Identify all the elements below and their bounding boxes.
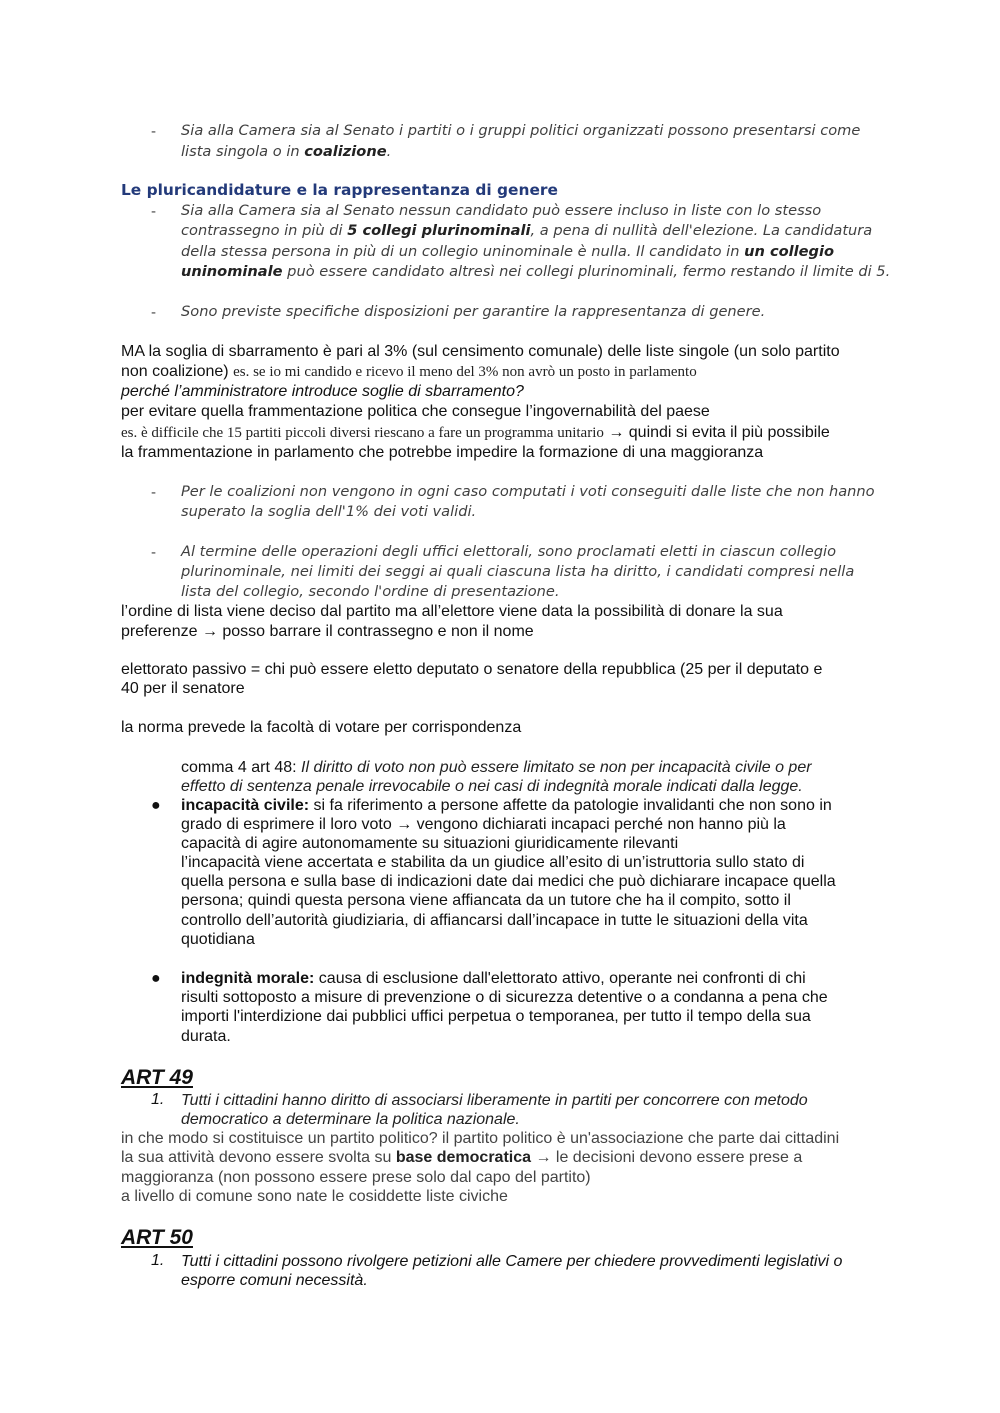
paragraph-line: la frammentazione in parlamento che potrebbe impedire la formazione di una maggioranza xyxy=(121,444,764,461)
bullet-icon: ● xyxy=(151,797,161,814)
bullet-icon: ● xyxy=(151,970,161,987)
paragraph-line: non coalizione) es. se io mi candido e ricevo il meno del 3% non avrò un posto in parlamento xyxy=(121,363,697,380)
list-dash: - xyxy=(151,305,157,321)
paragraph-line: per evitare quella frammentazione politica che consegue l’ingovernabilità del paese xyxy=(121,403,710,420)
list-dash: - xyxy=(151,545,157,561)
paragraph-line: perché l’amministratore introduce soglie di sbarramento? xyxy=(121,383,524,400)
bullet-text: indegnità morale: causa di esclusione dall'elettorato attivo, operante nei confronti di chi xyxy=(181,970,806,987)
bullet-text: durata. xyxy=(181,1028,231,1045)
list-item-text: contrassegno in più di 5 collegi plurinominali, a pena di nullità dell'elezione. La candidatura xyxy=(181,222,873,239)
list-item-text: Sia alla Camera sia al Senato i partiti o i gruppi politici organizzati possono presentarsi come xyxy=(181,122,861,139)
list-item-text: plurinominale, nei limiti dei seggi ai quali ciascuna lista ha diritto, i candidati compresi nella xyxy=(181,563,855,580)
list-number: 1. xyxy=(151,1252,165,1269)
list-item-text: Sia alla Camera sia al Senato nessun candidato può essere incluso in liste con lo stesso xyxy=(181,202,822,219)
list-dash: - xyxy=(151,124,157,140)
bullet-text: quotidiana xyxy=(181,931,255,948)
list-item-text: superato la soglia dell'1% dei voti validi. xyxy=(181,503,477,520)
quote-line: comma 4 art 48: Il diritto di voto non può essere limitato se non per incapacità civile o per xyxy=(181,759,812,776)
paragraph-line: preferenze → posso barrare il contrassegno e non il nome xyxy=(121,623,534,640)
list-item-text: lista del collegio, secondo l'ordine di presentazione. xyxy=(181,583,560,600)
bullet-text: capacità di agire autonomamente su situazioni giuridicamente rilevanti xyxy=(181,835,679,852)
article-text: Tutti i cittadini possono rivolgere petizioni alle Camere per chiedere provvedimenti legislativi o xyxy=(181,1253,843,1270)
paragraph-line: la sua attività devono essere svolta su base democratica → le decisioni devono essere prese a xyxy=(121,1149,803,1166)
bullet-text: grado di esprimere il loro voto → vengono dichiarati incapaci perché non hanno più la xyxy=(181,816,786,833)
bullet-text: controllo dell’autorità giudiziaria, di affiancarsi dall’incapace in tutte le situazioni della vita xyxy=(181,912,808,929)
paragraph-line: elettorato passivo = chi può essere eletto deputato o senatore della repubblica (25 per il deputato e xyxy=(121,661,823,678)
paragraph-line: maggioranza (non possono essere prese solo dal capo del partito) xyxy=(121,1169,591,1186)
paragraph-line: l’ordine di lista viene deciso dal partito ma all’elettore viene data la possibilità di donare la sua xyxy=(121,603,783,620)
paragraph-line: la norma prevede la facoltà di votare per corrispondenza xyxy=(121,719,522,736)
list-number: 1. xyxy=(151,1091,165,1108)
bullet-text: persona; quindi questa persona viene affiancata da un tutore che ha il compito, sotto il xyxy=(181,892,791,909)
article-text: democratico a determinare la politica nazionale. xyxy=(181,1111,520,1128)
list-item-text: Sono previste specifiche disposizioni per garantire la rappresentanza di genere. xyxy=(181,303,766,320)
article-title: ART 49 xyxy=(121,1066,193,1089)
paragraph-line: es. è difficile che 15 partiti piccoli diversi riescano a fare un programma unitario → quindi si evita il più possibile xyxy=(121,424,830,441)
list-item-text: della stessa persona in più di un collegio uninominale è nulla. Il candidato in un collegio xyxy=(181,243,835,260)
list-item-text: Al termine delle operazioni degli uffici elettorali, sono proclamati eletti in ciascun collegio xyxy=(181,543,837,560)
paragraph-line: in che modo si costituisce un partito politico? il partito politico è un'associazione che parte dai cittadini xyxy=(121,1130,840,1147)
section-heading: Le pluricandidature e la rappresentanza di genere xyxy=(121,181,558,199)
paragraph-line: MA la soglia di sbarramento è pari al 3% (sul censimento comunale) delle liste singole (un solo partito xyxy=(121,343,840,360)
list-item-text: lista singola o in coalizione. xyxy=(181,143,392,160)
bullet-text: quella persona e sulla base di indicazioni date dai medici che può dichiarare incapace quella xyxy=(181,873,836,890)
list-dash: - xyxy=(151,485,157,501)
list-item-text: Per le coalizioni non vengono in ogni caso computati i voti conseguiti dalle liste che non hanno xyxy=(181,483,875,500)
bullet-text: importi l'interdizione dai pubblici uffici perpetua o temporanea, per tutto il tempo della sua xyxy=(181,1008,811,1025)
article-text: esporre comuni necessità. xyxy=(181,1272,368,1289)
quote-line: effetto di sentenza penale irrevocabile o nei casi di indegnità morale indicati dalla legge. xyxy=(181,778,803,795)
list-item-text: uninominale può essere candidato altresì nei collegi plurinominali, fermo restando il limite di 5. xyxy=(181,263,891,280)
paragraph-line: 40 per il senatore xyxy=(121,680,245,697)
bullet-text: risulti sottoposto a misure di prevenzione o di sicurezza detentive o a condanna a pena che xyxy=(181,989,828,1006)
paragraph-line: a livello di comune sono nate le cosiddette liste civiche xyxy=(121,1188,508,1205)
article-text: Tutti i cittadini hanno diritto di associarsi liberamente in partiti per concorrere con metodo xyxy=(181,1092,808,1109)
bullet-text: incapacità civile: si fa riferimento a persone affette da patologie invalidanti che non sono in xyxy=(181,797,832,814)
article-title: ART 50 xyxy=(121,1226,193,1249)
list-dash: - xyxy=(151,204,157,220)
bullet-text: l’incapacità viene accertata e stabilita da un giudice all’esito di un’istruttoria sullo stato di xyxy=(181,854,805,871)
